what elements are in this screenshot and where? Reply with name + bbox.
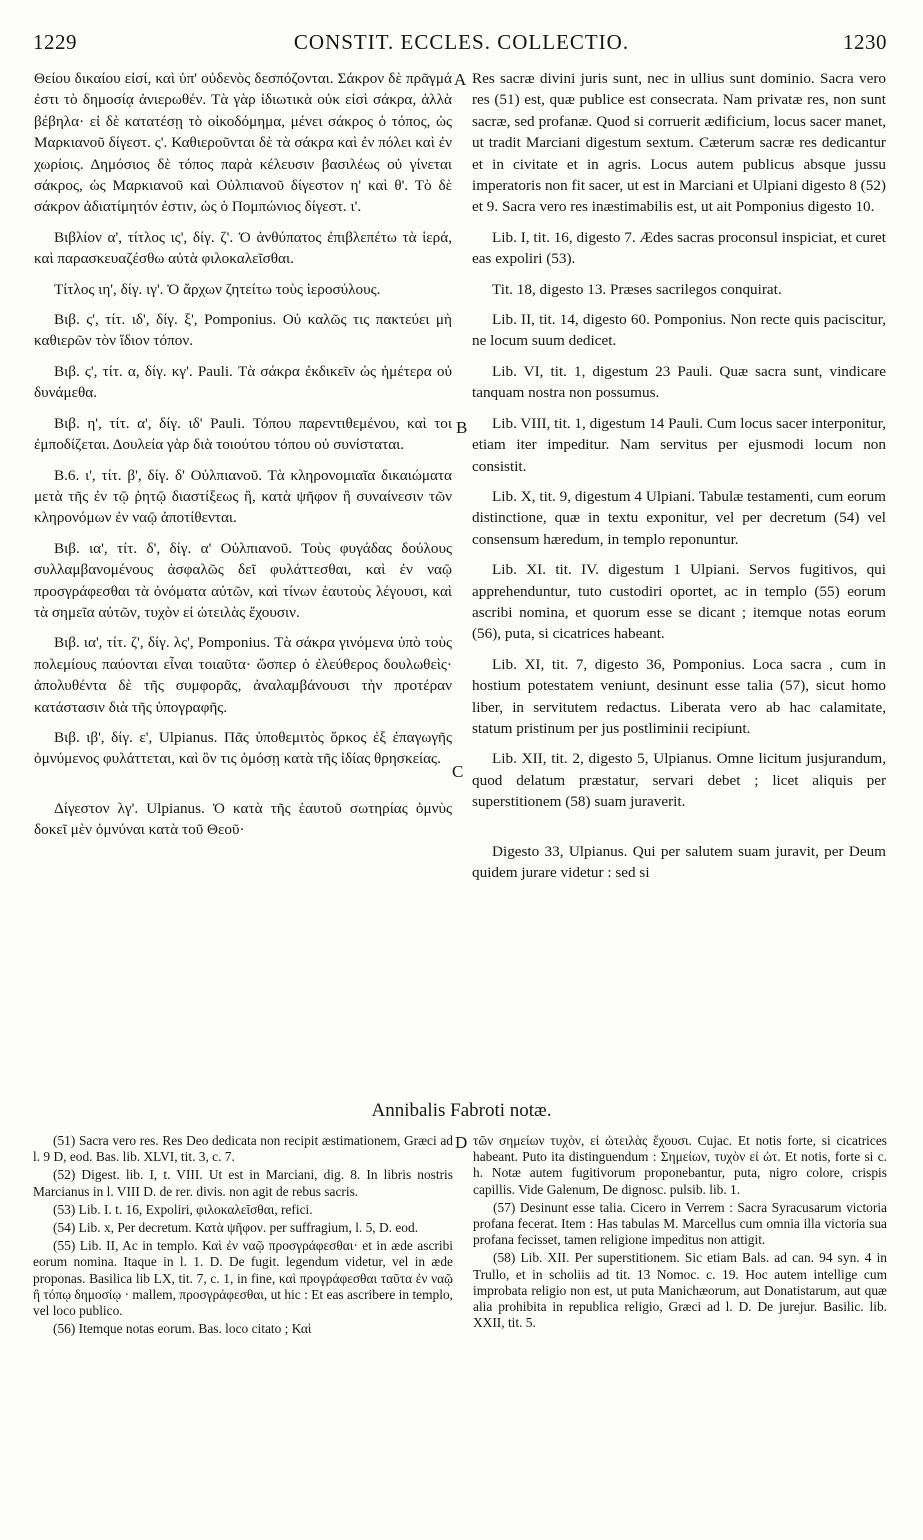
footnote: (58) Lib. XII. Per superstitionem. Sic etiam Bals. ad can. 94 syn. 4 in Trullo, et in scholiis ad tit. 13 Nomoc. c. 19. Hoc autem intellige cum improbata religio non est, ut puta Manichæorum, aut Donatistarum, aut quæ alia prohibita in republica religio, Græci ad l. D. De jurejur. Basilic. lib. XXII, tit. 5. [473, 1250, 887, 1331]
greek-paragraph: Βιβλίον α', τίτλος ις', δίγ. ζ'. Ὁ ἀνθύπατος ἐπιβλεπέτω τὰ ἱερά, καὶ παρασκευαζέσθω αὐτὰ φιλοκαλεῖσθαι. [34, 228, 452, 268]
latin-paragraph: Lib. I, tit. 16, digesto 7. Ædes sacras proconsul inspiciat, et curet eas expoliri (53). [472, 228, 886, 268]
latin-paragraph: Lib. X, tit. 9, digestum 4 Ulpiani. Tabulæ testamenti, cum eorum distinctione, quæ in textu exponitur, vel per decretum (54) vel consensum hæredum, in templo reponuntur. [472, 487, 886, 548]
latin-paragraph: Lib. II, tit. 14, digesto 60. Pomponius. Non recte quis paciscitur, ne locum suum dedicet. [472, 311, 886, 350]
footnote: (52) Digest. lib. I, t. VIII. Ut est in Marciani, dig. 8. In libris nostris Marcianus in l. VIII D. de rer. divis. non agit de rebus sacris. [33, 1167, 453, 1199]
footnote: τῶν σημείων τυχὸν, εἰ ὠτειλὰς ἔχουσι. Cujac. Et notis forte, si cicatrices habeant. Puto ita distinguendum : Σημείων, τυχὸν εἰ ὠτ. Et notis, forte si c. h. Notæ autem fugitivorum proponebantur, puta, nigro colore, crispis capillis. Vide Galenum, De dignosc. pulsib. lib. 1. [473, 1133, 887, 1197]
page-number-left: 1229 [33, 30, 77, 54]
greek-paragraph: Τίτλος ιη', δίγ. ιγ'. Ὁ ἄρχων ζητείτω τοὺς ἱεροσύλους. [54, 280, 381, 298]
greek-paragraph: Δίγεστον λγ'. Ulpianus. Ὁ κατὰ τῆς ἑαυτοῦ σωτηρίας ὀμνὺς δοκεῖ μὲν ὀμνύναι κατὰ τοῦ Θεοῦ· [34, 799, 452, 839]
footnote: (56) Itemque notas eorum. Bas. loco citato ; Καὶ [53, 1321, 312, 1337]
latin-paragraph: Lib. XI, tit. 7, digesto 36, Pomponius. Loca sacra , cum in hostium potestatem veniunt, desinunt esse talia (57), sicut homo liber, in servitutem redactus. Liberata vero ab hac calamitate, statum pristinum per jus postliminii recipiunt. [472, 655, 886, 737]
notes-title: Annibalis Fabroti notæ. [371, 1100, 552, 1121]
greek-paragraph: Βιβ. ια', τίτ. ζ', δίγ. λς', Pomponius. Τὰ σάκρα γινόμενα ὑπὸ τοὺς πολεμίους παύονται εἶναι τοιαῦτα· ὥσπερ ὁ ἐλεύθερος δουλωθεὶς· ἀπολυθέντα δὲ τῆς συμφορᾶς, ἀναλαμβάνουσι τὴν προτέραν κατάστασιν διὰ τῆς ὑπογραφῆς. [34, 634, 452, 716]
greek-paragraph: Βιβ. ιβ', δίγ. ε', Ulpianus. Πᾶς ὑποθεμιτὸς ὅρκος ἐξ ἐπαγωγῆς ὀμνύμενος φυλάττεται, καὶ ὃν τις ὀμόσῃ κατὰ τῆς ἰδίας θρησκείας. [34, 728, 452, 768]
greek-paragraph: Βιβ. ς', τίτ. ιδ', δίγ. ξ', Pomponius. Οὐ καλῶς τις πακτεύει μὴ καθιερῶν τὸν ἴδιον τόπον. [34, 311, 452, 350]
margin-letter-b: B [456, 418, 468, 437]
latin-paragraph: Lib. VIII, tit. 1, digestum 14 Pauli. Cum locus sacer interponitur, etiam iter impeditur. Nam servitus per ejusmodi locum non consistit. [472, 414, 886, 475]
greek-paragraph: Β.6. ι', τίτ. β', δίγ. δ' Οὐλπιανοῦ. Τὰ κληρονομιαῖα δικαιώματα μετὰ τῆς ἐν τῷ ῥητῷ διαστίξεως ἢ, κατὰ ψῆφον ἢ συναίνεσιν τῶν κληρονόμων ἐν ναῷ ἀποτίθενται. [34, 466, 452, 527]
latin-paragraph: Tit. 18, digesto 13. Præses sacrilegos conquirat. [492, 280, 782, 298]
notes-column-right [473, 1133, 887, 1333]
notes-column-left [33, 1133, 453, 1339]
running-title: CONSTIT. ECCLES. COLLECTIO. [293, 30, 630, 54]
margin-letter-d: D [455, 1133, 468, 1152]
footnote: (54) Lib. x, Per decretum. Κατὰ ψῆφον. per suffragium, l. 5, D. eod. [53, 1220, 419, 1236]
latin-paragraph: Lib. XI. tit. IV. digestum 1 Ulpiani. Servos fugitivos, qui apprehenduntur, tuto custodiri oportet, ac in templo (55) eorum ascribi nomina, et quorum esse se dicant ; itemque notas eorum (56), puta, si cicatrices habeant. [472, 561, 886, 643]
footnote: (53) Lib. I. t. 16, Expoliri, φιλοκαλεῖσθαι, refici. [53, 1201, 313, 1217]
greek-text-column [34, 68, 452, 841]
greek-paragraph: Βιβ. η', τίτ. α', δίγ. ιδ' Pauli. Τόπου παρεντιθεμένου, καὶ τοι ἐμποδίζεται. Δουλεία γὰρ διὰ τοιούτου τόπου οὐ συνίσταται. [34, 414, 452, 454]
latin-paragraph: Res sacræ divini juris sunt, nec in ullius sunt dominio. Sacra vero res (51) est, quæ publice est consecrata. Nam privatæ res, non sunt sacræ, sed profanæ. Quod si corruerit ædificium, locus sacer manet, ut tradit Marciani digestum sextum. Cæterum sacræ res dedicantur et in civitate et in agris. Locus autem publicus absque jussu imperatoris non fit sacer, ut est in Marciani et Ulpiani digesto 8 (52) et 9. Sacra vero res inæstimabilis est, ut ait Pomponius digesto 10. [472, 70, 886, 216]
latin-paragraph: Lib. XII, tit. 2, digesto 5, Ulpianus. Omne licitum jusjurandum, quod delatum præstatur, servari debet ; licet aliquis per superstitionem (58) suam juraverit. [472, 750, 886, 811]
footnote: (57) Desinunt esse talia. Cicero in Verrem : Sacra Syracusarum victoria profana fecerat. Item : Has tabulas M. Marcellus cum omnia illa victoria sua profana fecisset, tamen religione impeditus non attigit. [473, 1199, 887, 1248]
greek-paragraph: Βιβ. ια', τίτ. δ', δίγ. α' Οὐλπιανοῦ. Τοὺς φυγάδας δούλους συλλαμβανομένους ἀσφαλῶς δεῖ φυλάττεσθαι, καὶ ἐν ναῷ προσγράφεσθαι τὰ ὀνόματα αὐτῶν, καὶ τίνων ἑαυτοὺς λέγουσι, καὶ τὰ σημεῖα αὐτῶν, τυχὸν εἰ ὠτειλὰς ἔχουσιν. [34, 539, 452, 621]
latin-text-column [472, 68, 886, 883]
greek-paragraph: Βιβ. ς', τίτ. α, δίγ. κγ'. Pauli. Τὰ σάκρα ἐκδικεῖν ὡς ἡμέτερα οὐ δυνάμεθα. [34, 362, 452, 402]
latin-paragraph: Digesto 33, Ulpianus. Qui per salutem suam juravit, per Deum quidem jurare videtur : sed si [472, 842, 886, 881]
greek-paragraph: Θείου δικαίου εἰσί, καὶ ὑπ' οὐδενὸς δεσπόζονται. Σάκρον δὲ πρᾶγμά ἐστι τὸ δημοσίᾳ ἀνιερωθέν. Τὰ γὰρ ἰδιωτικὰ οὐκ εἰσὶ σάκρα, ἀλλὰ βέβηλα· εἰ δὲ κατατέσῃ τὸ οἰκοδόμημα, μένει σάκρος ὁ τόπος, ὡς Μαρκιανοῦ δίγεστ. ς'. Καθιεροῦνται δὲ τὰ σάκρα καὶ ἐν πόλει καὶ ἐν χωρίοις. Δημόσιος δὲ τόπος παρὰ κέλευσιν βασιλέως οὐ γίνεται σάκρος, ὡς Μαρκιανοῦ καὶ Οὐλπιανοῦ δίγεστον η' καὶ θ'. Τὸ δὲ σάκρον ἀδιατίμητόν ἐστιν, ὡς ὁ Πομπώνιος δίγεστ. ι'. [34, 70, 452, 216]
margin-letter-c: C [452, 762, 464, 781]
page-number-right: 1230 [843, 30, 887, 54]
margin-letter-a: A [454, 70, 467, 89]
latin-paragraph: Lib. VI, tit. 1, digestum 23 Pauli. Quæ sacra sunt, vindicare tanquam nostra non possumus. [472, 362, 886, 402]
footnote: (55) Lib. II, Ac in templo. Καὶ ἐν ναῷ προσγράφεσθαι· et in æde ascribi eorum nomina. Itaque in l. 1. D. De fugit. legendum videtur, vel in æde proponas. Basilica lib LX, tit. 7, c. 1, in fine, καὶ προγράφεσθαι ταῦτα ἐν ναῷ ἢ τόπῳ δημοσίῳ · mallem, προσγράφεσθαι, ut hic : Et eas ascribere in templo, vel loco publico. [33, 1238, 453, 1319]
footnote: (51) Sacra vero res. Res Deo dedicata non recipit æstimationem, Græci ad l. 9 D, eod. Bas. lib. XLVI, tit. 3, c. 7. [33, 1133, 453, 1165]
